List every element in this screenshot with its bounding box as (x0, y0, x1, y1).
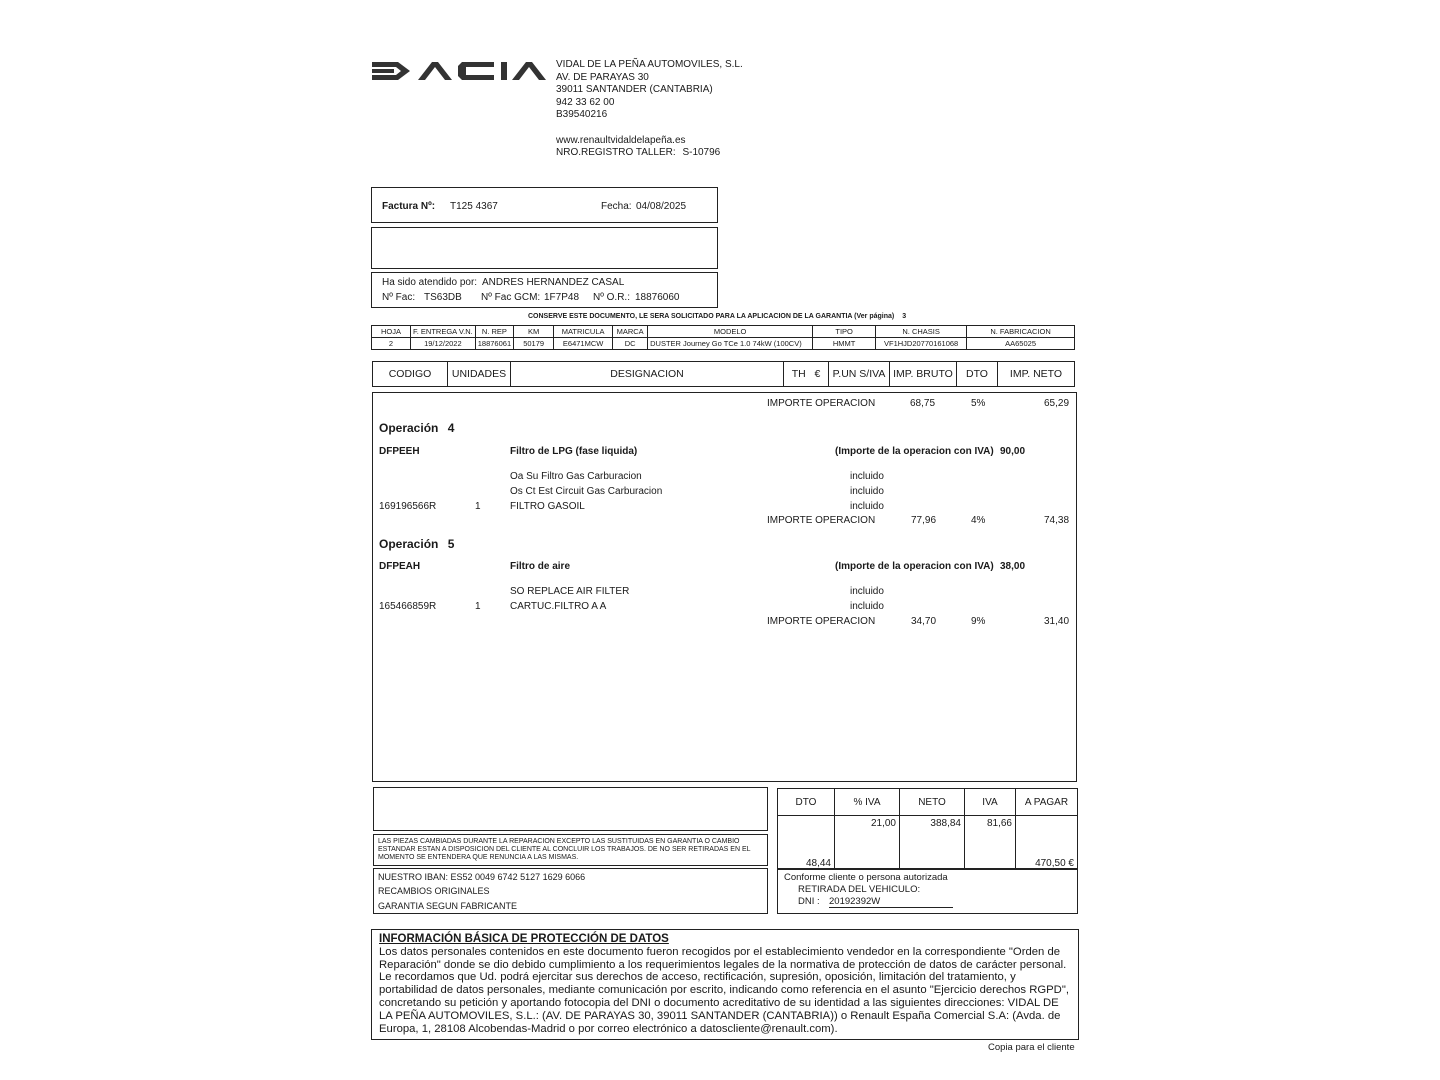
totals-neto: 388,84 (900, 816, 965, 870)
nfac-label: Nº Fac: (382, 292, 416, 303)
vehicle-value: DC (613, 338, 648, 350)
vehicle-value: AA65025 (967, 338, 1075, 350)
garantia-text: GARANTIA SEGUN FABRICANTE (378, 901, 518, 911)
op4-importe-label: IMPORTE OPERACION (767, 515, 876, 526)
totals-iva: 81,66 (965, 816, 1016, 870)
col-unidades: UNIDADES (448, 362, 511, 387)
op4-line1-desc: Oa Su Filtro Gas Carburacion (510, 471, 642, 482)
op4-line1-status: incluido (850, 471, 884, 482)
totals-header-row (778, 789, 1078, 816)
invoice-number-box (371, 187, 718, 223)
company-city: 39011 SANTANDER (CANTABRIA) (556, 84, 713, 96)
observations-box (373, 787, 768, 831)
company-info (556, 59, 743, 160)
vehicle-value: 2 (372, 338, 411, 350)
or-label: Nº O.R.: (593, 292, 630, 303)
conforme-line1: Conforme cliente o persona autorizada (784, 872, 948, 883)
fecha-label: Fecha: (601, 201, 632, 212)
op4-line2-status: incluido (850, 486, 884, 497)
dni-label: DNI : (798, 896, 820, 907)
copy-label: Copia para el cliente (988, 1042, 1075, 1053)
importe-label: IMPORTE OPERACION (767, 398, 876, 409)
vehicle-header: TIPO (813, 326, 876, 338)
totals-pct-iva: 21,00 (835, 816, 900, 870)
op5-part-desc: CARTUC.FILTRO A A (510, 601, 607, 612)
gcm-value: 1F7P48 (544, 292, 580, 303)
attended-box (371, 272, 718, 308)
col-pun: P.UN S/IVA (829, 362, 890, 387)
operation-label: Operación (379, 537, 439, 551)
column-header-row (373, 362, 1075, 387)
conforme-box (777, 868, 1078, 914)
op4-iva-label: (Importe de la operacion con IVA) (835, 446, 994, 457)
privacy-box (371, 929, 1079, 1040)
op4-part-code: 169196566R (379, 501, 437, 512)
registro-taller (556, 147, 743, 160)
dacia-logo (370, 58, 548, 84)
warranty-notice (528, 313, 906, 320)
op4-importe-dto: 4% (971, 515, 986, 526)
vehicle-value: E6471MCW (554, 338, 613, 350)
vehicle-value: 19/12/2022 (411, 338, 476, 350)
totals-value-row (778, 816, 1078, 870)
operation-number: 4 (447, 421, 455, 435)
totals-header-iva: IVA (965, 789, 1016, 816)
operation-number: 5 (447, 537, 455, 551)
op5-iva-label: (Importe de la operacion con IVA) (835, 561, 994, 572)
vehicle-header: MARCA (613, 326, 648, 338)
vehicle-header-row (372, 326, 1075, 338)
vehicle-header: MODELO (648, 326, 813, 338)
col-euro: € (814, 368, 821, 380)
company-name: VIDAL DE LA PEÑA AUTOMOVILES, S.L. (556, 59, 743, 70)
col-imp-neto: IMP. NETO (998, 362, 1075, 387)
nfac-value: TS63DB (424, 292, 462, 303)
col-th (784, 362, 829, 387)
op4-importe-bruto: 77,96 (911, 515, 937, 526)
importe-neto: 65,29 (1044, 398, 1070, 409)
vehicle-value-row (372, 338, 1075, 350)
importe-bruto: 68,75 (910, 398, 936, 409)
col-th-label: TH (791, 368, 806, 380)
op4-line2-desc: Os Ct Est Circuit Gas Carburacion (510, 486, 663, 497)
vehicle-header: KM (514, 326, 554, 338)
op4-iva-value: 90,00 (1000, 446, 1026, 457)
totals-header-a-pagar: A PAGAR (1016, 789, 1078, 816)
op5-iva-value: 38,00 (1000, 561, 1026, 572)
operation-4-title (379, 421, 454, 435)
op5-importe-neto: 31,40 (1044, 616, 1070, 627)
privacy-text: Los datos personales contenidos en este documento fueron recogidos por el establecimiento vendedor en la correspondiente "Orden de Reparación" donde se dio debido cumplimiento a los requerimientos legales de la normativa de protección de datos de carácter personal. Le recordamos que Ud. podrá ejercitar sus derechos de acceso, rectificación, supresión, oposición, limitación del tratamiento, y portabilidad de datos personales, mediante comunicación por escrito, indicando como referencia en el asunto "Ejercicio derechos RGPD", concretando su petición y aportando fotocopia del DNI o documento acreditativo de su identidad a las siguientes direcciones: VIDAL DE LA PEÑA AUTOMOVILES, S.L.: (AV. DE PARAYAS 30, 39011 SANTANDER (CANTABRIA)) o Renault España Comercial S.A: (Avda. de Europa, 1, 28108 Alcobendas-Madrid o por correo electrónico a datoscliente@renault.com). (379, 945, 1069, 1035)
op5-importe-label: IMPORTE OPERACION (767, 616, 876, 627)
gcm-label: Nº Fac GCM: (481, 292, 541, 303)
totals-a-pagar: 470,50 € (1016, 816, 1078, 870)
op4-part-units: 1 (475, 501, 481, 512)
fecha-value: 04/08/2025 (636, 201, 687, 212)
iban-box (373, 868, 768, 914)
vehicle-value: HMMT (813, 338, 876, 350)
company-cif: B39540216 (556, 109, 608, 121)
op4-part-status: incluido (850, 501, 884, 512)
invoice-body (372, 392, 1077, 782)
op4-code: DFPEEH (379, 446, 420, 457)
attended-label: Ha sido atendido por: (382, 277, 478, 288)
col-dto: DTO (957, 362, 998, 387)
warranty-notice-text: CONSERVE ESTE DOCUMENTO, LE SERA SOLICITADO PARA LA APLICACION DE LA GARANTIA (Ver página) (528, 313, 895, 320)
totals-header-pct-iva: % IVA (835, 789, 900, 816)
vehicle-value: DUSTER Journey Go TCe 1.0 74kW (100CV) (648, 338, 813, 350)
operation-5-title (379, 537, 454, 551)
op5-importe-bruto: 34,70 (911, 616, 937, 627)
vehicle-value: VF1HJD20770161068 (876, 338, 967, 350)
op4-importe-neto: 74,38 (1044, 515, 1070, 526)
company-phone: 942 33 62 00 (556, 96, 615, 108)
vehicle-header: N. REP (475, 326, 513, 338)
parts-notice: LAS PIEZAS CAMBIADAS DURANTE LA REPARACION EXCEPTO LAS SUSTITUIDAS EN GARANTIA O CAMBIO ESTANDAR ESTAN A DISPOSICION DEL CLIENTE AL CONCLUIR LOS TRABAJOS. DE NO SER RETIRADAS EN EL MOMENTO SE ENTENDERA QUE RENUNCIA A LAS MISMAS. (373, 834, 768, 866)
operation-label: Operación (379, 421, 439, 435)
iban-text: NUESTRO IBAN: ES52 0049 6742 5127 1629 6066 (378, 872, 586, 882)
warranty-page: 3 (902, 313, 907, 320)
factura-label: Factura Nº: (382, 201, 436, 212)
totals-header-dto: DTO (778, 789, 835, 816)
vehicle-value: 18876061 (475, 338, 513, 350)
totals-table (777, 788, 1078, 870)
totals-header-neto: NETO (900, 789, 965, 816)
col-imp-bruto: IMP. BRUTO (890, 362, 957, 387)
op5-part-status: incluido (850, 601, 884, 612)
op5-importe-dto: 9% (971, 616, 986, 627)
registro-label: NRO.REGISTRO TALLER: (556, 147, 676, 159)
vehicle-value: 50179 (514, 338, 554, 350)
op4-part-desc: FILTRO GASOIL (510, 501, 585, 512)
company-address: AV. DE PARAYAS 30 (556, 71, 649, 83)
conforme-line2: RETIRADA DEL VEHICULO: (798, 884, 921, 895)
vehicle-header: N. CHASIS (876, 326, 967, 338)
factura-number: T125 4367 (450, 201, 498, 212)
op5-code: DFPEAH (379, 561, 421, 572)
op5-desc: Filtro de aire (510, 561, 571, 572)
column-header-table (372, 361, 1075, 387)
customer-box (371, 227, 718, 269)
vehicle-header: MATRICULA (554, 326, 613, 338)
recambios-text: RECAMBIOS ORIGINALES (378, 886, 490, 896)
op4-desc: Filtro de LPG (fase liquida) (510, 446, 638, 457)
op5-part-units: 1 (475, 601, 481, 612)
vehicle-header: F. ENTREGA V.N. (411, 326, 476, 338)
registro-value: S-10796 (682, 147, 721, 159)
op5-line-status: incluido (850, 586, 884, 597)
or-value: 18876060 (635, 292, 680, 303)
vehicle-header: HOJA (372, 326, 411, 338)
op5-part-code: 165466859R (379, 601, 437, 612)
col-codigo: CODIGO (373, 362, 448, 387)
dni-value: 20192392W (829, 896, 953, 908)
privacy-title: INFORMACIÓN BÁSICA DE PROTECCIÓN DE DATOS (379, 933, 669, 945)
op5-line-desc: SO REPLACE AIR FILTER (510, 586, 630, 597)
vehicle-table (371, 325, 1075, 350)
totals-dto: 48,44 (778, 816, 835, 870)
vehicle-header: N. FABRICACION (967, 326, 1075, 338)
col-designacion: DESIGNACION (511, 362, 784, 387)
importe-dto: 5% (971, 398, 986, 409)
company-web[interactable]: www.renaultvidaldelapeña.es (556, 134, 686, 146)
attended-name: ANDRES HERNANDEZ CASAL (482, 277, 625, 288)
